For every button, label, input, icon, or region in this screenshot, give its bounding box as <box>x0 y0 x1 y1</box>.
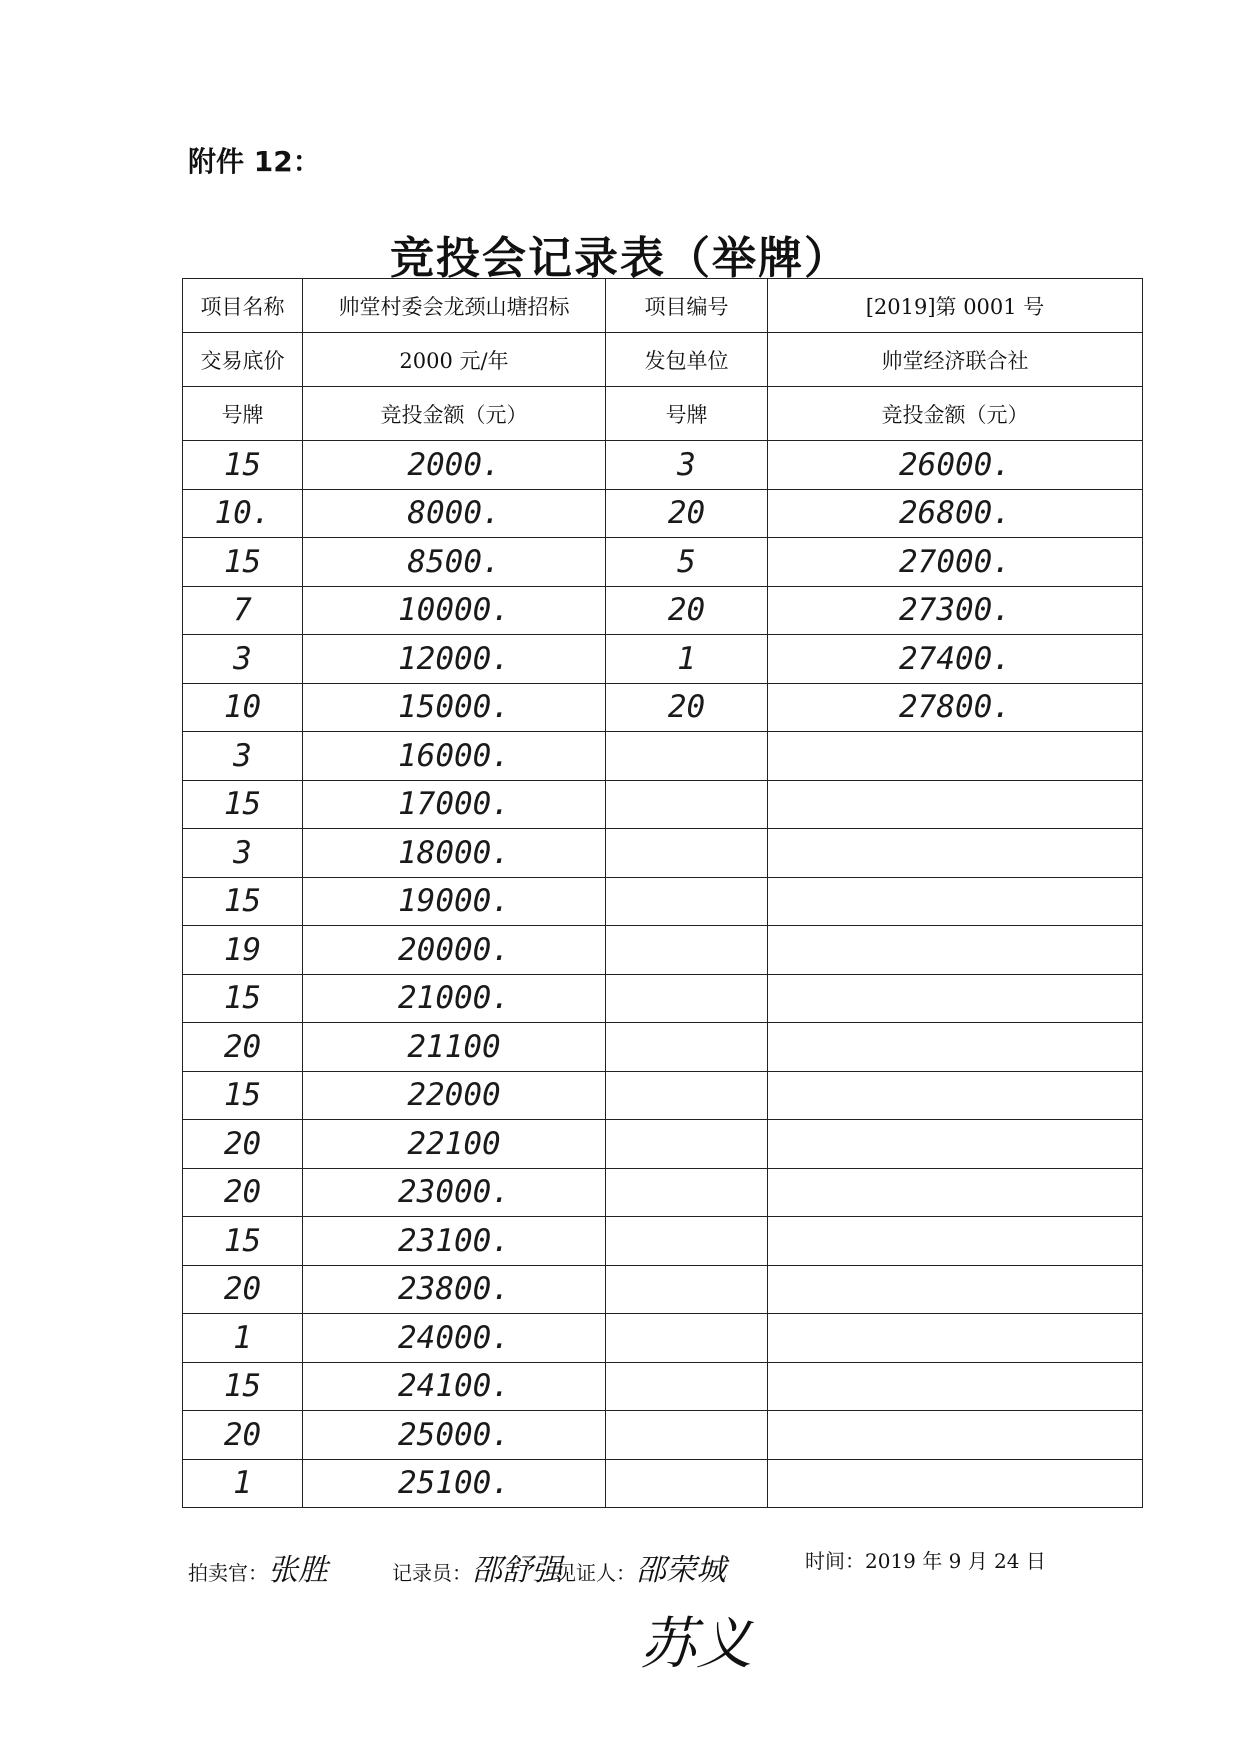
bid-amount <box>768 1168 1143 1217</box>
paddle-number: 15 <box>183 1071 303 1120</box>
paddle-header-right: 号牌 <box>606 387 768 441</box>
bid-amount: 17000. <box>303 780 606 829</box>
paddle-number: 3 <box>606 441 768 490</box>
bid-row <box>183 1168 1143 1217</box>
bid-amount <box>768 1265 1143 1314</box>
bid-amount <box>768 877 1143 926</box>
auctioneer <box>188 1545 328 1589</box>
attachment-label: 附件 12： <box>188 145 321 178</box>
paddle-number: 7 <box>183 586 303 635</box>
bid-row <box>183 732 1143 781</box>
paddle-number <box>606 780 768 829</box>
witness-signature-2: 苏义 <box>640 1612 752 1677</box>
bid-amount: 22000 <box>303 1071 606 1120</box>
bid-amount <box>768 780 1143 829</box>
date-label: 时间： <box>805 1549 865 1573</box>
info-row-2 <box>183 333 1143 387</box>
project-no-label: 项目编号 <box>606 279 768 333</box>
bid-row <box>183 1071 1143 1120</box>
paddle-number: 20 <box>183 1023 303 1072</box>
bid-amount: 21100 <box>303 1023 606 1072</box>
paddle-number: 20 <box>183 1120 303 1169</box>
bid-row <box>183 1023 1143 1072</box>
project-name-label: 项目名称 <box>183 279 303 333</box>
issuer: 帅堂经济联合社 <box>768 333 1143 387</box>
paddle-number <box>606 877 768 926</box>
bid-row <box>183 1411 1143 1460</box>
bid-row <box>183 1120 1143 1169</box>
paddle-number: 15 <box>183 877 303 926</box>
auctioneer-signature: 张胜 <box>268 1553 328 1588</box>
bid-amount: 22100 <box>303 1120 606 1169</box>
paddle-number: 20 <box>183 1265 303 1314</box>
bid-amount: 27400. <box>768 635 1143 684</box>
bid-amount: 23000. <box>303 1168 606 1217</box>
paddle-number: 15 <box>183 780 303 829</box>
bid-row <box>183 441 1143 490</box>
bid-amount <box>768 1411 1143 1460</box>
bid-amount: 26800. <box>768 489 1143 538</box>
paddle-number <box>606 1071 768 1120</box>
paddle-header-left: 号牌 <box>183 387 303 441</box>
bid-row <box>183 683 1143 732</box>
paddle-number <box>606 829 768 878</box>
paddle-number: 20 <box>606 586 768 635</box>
column-header-row <box>183 387 1143 441</box>
bid-row <box>183 877 1143 926</box>
bid-row <box>183 1314 1143 1363</box>
bid-amount: 15000. <box>303 683 606 732</box>
paddle-number: 1 <box>183 1459 303 1508</box>
recorder <box>392 1545 562 1589</box>
bid-amount: 18000. <box>303 829 606 878</box>
bid-row <box>183 1459 1143 1508</box>
paddle-number: 1 <box>606 635 768 684</box>
bid-row <box>183 538 1143 587</box>
paddle-number <box>606 974 768 1023</box>
paddle-number: 3 <box>183 635 303 684</box>
bid-amount: 26000. <box>768 441 1143 490</box>
paddle-number: 3 <box>183 829 303 878</box>
bid-amount: 24000. <box>303 1314 606 1363</box>
bid-row <box>183 1265 1143 1314</box>
bid-row <box>183 635 1143 684</box>
paddle-number: 20 <box>606 489 768 538</box>
bid-amount <box>768 926 1143 975</box>
bid-amount: 10000. <box>303 586 606 635</box>
paddle-number <box>606 1168 768 1217</box>
amount-header-left: 竞投金额（元） <box>303 387 606 441</box>
paddle-number <box>606 1314 768 1363</box>
bid-amount: 27800. <box>768 683 1143 732</box>
bid-amount: 19000. <box>303 877 606 926</box>
page-title: 竞投会记录表（举牌） <box>390 233 850 284</box>
date-value: 2019 年 9 月 24 日 <box>865 1549 1046 1573</box>
paddle-number <box>606 732 768 781</box>
bid-amount: 8000. <box>303 489 606 538</box>
paddle-number <box>606 1459 768 1508</box>
auctioneer-label: 拍卖官： <box>188 1561 268 1585</box>
bid-row <box>183 489 1143 538</box>
recorder-label: 记录员： <box>392 1561 472 1585</box>
project-no: [2019]第 0001 号 <box>768 279 1143 333</box>
bid-amount: 25000. <box>303 1411 606 1460</box>
paddle-number: 15 <box>183 538 303 587</box>
paddle-number: 10 <box>183 683 303 732</box>
date <box>805 1545 1046 1574</box>
bid-row <box>183 1362 1143 1411</box>
paddle-number: 15 <box>183 441 303 490</box>
bid-amount <box>768 1217 1143 1266</box>
paddle-number <box>606 1120 768 1169</box>
bid-amount <box>768 1120 1143 1169</box>
bid-row <box>183 1217 1143 1266</box>
base-price: 2000 元/年 <box>303 333 606 387</box>
witness-signature: 邵荣城 <box>636 1553 726 1588</box>
witness <box>556 1545 726 1589</box>
paddle-number: 5 <box>606 538 768 587</box>
bid-amount: 21000. <box>303 974 606 1023</box>
bid-amount: 23100. <box>303 1217 606 1266</box>
paddle-number <box>606 1217 768 1266</box>
bid-amount: 8500. <box>303 538 606 587</box>
paddle-number: 19 <box>183 926 303 975</box>
bid-row <box>183 829 1143 878</box>
bid-row <box>183 780 1143 829</box>
paddle-number <box>606 1362 768 1411</box>
info-row-1 <box>183 279 1143 333</box>
paddle-number <box>606 1411 768 1460</box>
issuer-label: 发包单位 <box>606 333 768 387</box>
paddle-number <box>606 1265 768 1314</box>
bid-amount: 27300. <box>768 586 1143 635</box>
bid-amount: 25100. <box>303 1459 606 1508</box>
witness-label: 见证人： <box>556 1561 636 1585</box>
bid-amount: 24100. <box>303 1362 606 1411</box>
bid-amount: 12000. <box>303 635 606 684</box>
paddle-number: 20 <box>183 1411 303 1460</box>
paddle-number: 20 <box>183 1168 303 1217</box>
bid-amount <box>768 1362 1143 1411</box>
bid-amount <box>768 732 1143 781</box>
bid-amount <box>768 1459 1143 1508</box>
paddle-number: 3 <box>183 732 303 781</box>
recorder-signature: 邵舒强 <box>472 1553 562 1588</box>
paddle-number <box>606 1023 768 1072</box>
bid-amount: 27000. <box>768 538 1143 587</box>
bid-amount: 23800. <box>303 1265 606 1314</box>
project-name: 帅堂村委会龙颈山塘招标 <box>303 279 606 333</box>
bid-row <box>183 974 1143 1023</box>
paddle-number: 15 <box>183 1362 303 1411</box>
bid-amount: 20000. <box>303 926 606 975</box>
bid-row <box>183 926 1143 975</box>
bid-amount: 2000. <box>303 441 606 490</box>
base-price-label: 交易底价 <box>183 333 303 387</box>
bid-amount <box>768 829 1143 878</box>
paddle-number: 15 <box>183 974 303 1023</box>
bid-amount: 16000. <box>303 732 606 781</box>
bid-amount <box>768 1023 1143 1072</box>
paddle-number: 15 <box>183 1217 303 1266</box>
bid-row <box>183 586 1143 635</box>
paddle-number: 1 <box>183 1314 303 1363</box>
bid-amount <box>768 1314 1143 1363</box>
paddle-number: 20 <box>606 683 768 732</box>
paddle-number: 10. <box>183 489 303 538</box>
bid-amount <box>768 1071 1143 1120</box>
amount-header-right: 竞投金额（元） <box>768 387 1143 441</box>
bid-record-table <box>182 278 1143 1508</box>
bid-amount <box>768 974 1143 1023</box>
paddle-number <box>606 926 768 975</box>
